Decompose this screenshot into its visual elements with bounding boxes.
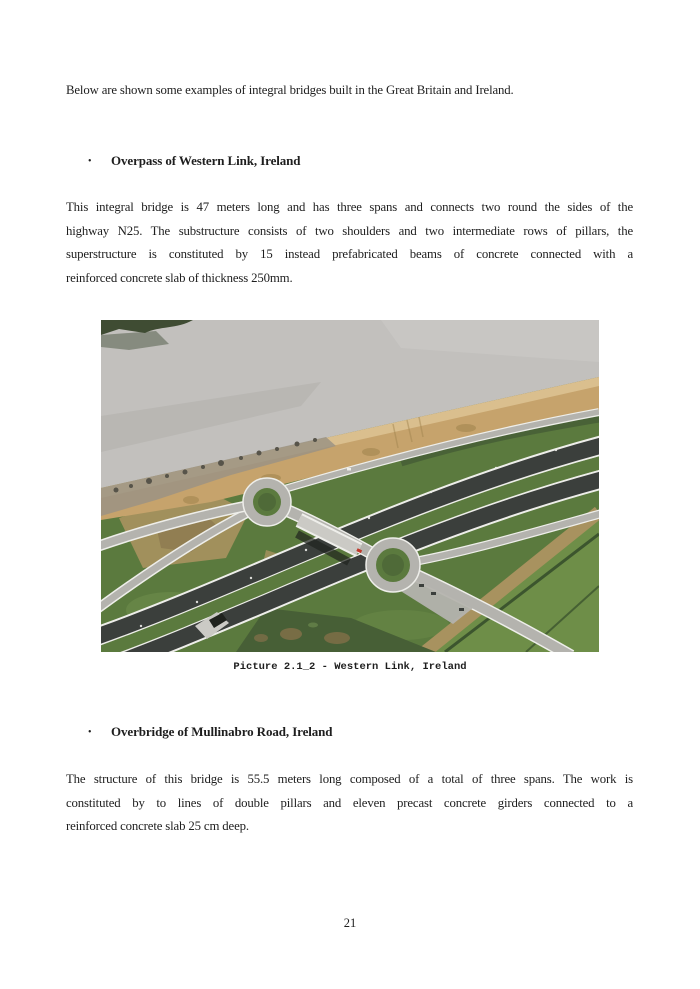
intro-text: Below are shown some examples of integral bridges built in the Great Britain and Ireland. [66, 83, 514, 97]
figure-caption: Picture 2.1_2 - Western Link, Ireland [233, 661, 467, 673]
section-2-heading: Overbridge of Mullinabro Road, Ireland [111, 724, 333, 739]
section-1-heading: Overpass of Western Link, Ireland [111, 153, 301, 168]
section-1-paragraph [66, 196, 633, 290]
white-car [347, 468, 351, 471]
section-2-heading-row [0, 724, 700, 748]
bullet-icon: • [88, 156, 92, 167]
paragraph-line: constituted by to lines of double pillars and eleven precast concrete girders connected to a [66, 795, 633, 810]
paragraph-line: reinforced concrete slab of thickness 250mm. [66, 270, 293, 285]
figure-bridge-aerial-photo [101, 320, 599, 652]
intro-paragraph [66, 79, 633, 103]
paragraph-line: highway N25. The substructure consists of two shoulders and two intermediate rows of pillars, the [66, 223, 633, 238]
dark-car [459, 608, 464, 611]
page-number: 21 [343, 916, 357, 930]
paragraph-line: superstructure is constituted by 15 instead prefabricated beams of concrete connected with a [66, 247, 633, 261]
bridge-aerial-photo [101, 320, 599, 652]
paragraph-line: This integral bridge is 47 meters long and has three spans and connects two round the sides of the [66, 200, 633, 214]
paragraph-line: reinforced concrete slab 25 cm deep. [66, 819, 249, 833]
section-1-heading-row [0, 153, 700, 177]
paragraph-line: The structure of this bridge is 55.5 meters long composed of a total of three spans. The work is [66, 772, 633, 786]
section-2-paragraph [66, 768, 633, 839]
roundabout-2 [366, 538, 420, 592]
bullet-icon: • [88, 727, 92, 738]
roundabout-1 [243, 478, 291, 526]
